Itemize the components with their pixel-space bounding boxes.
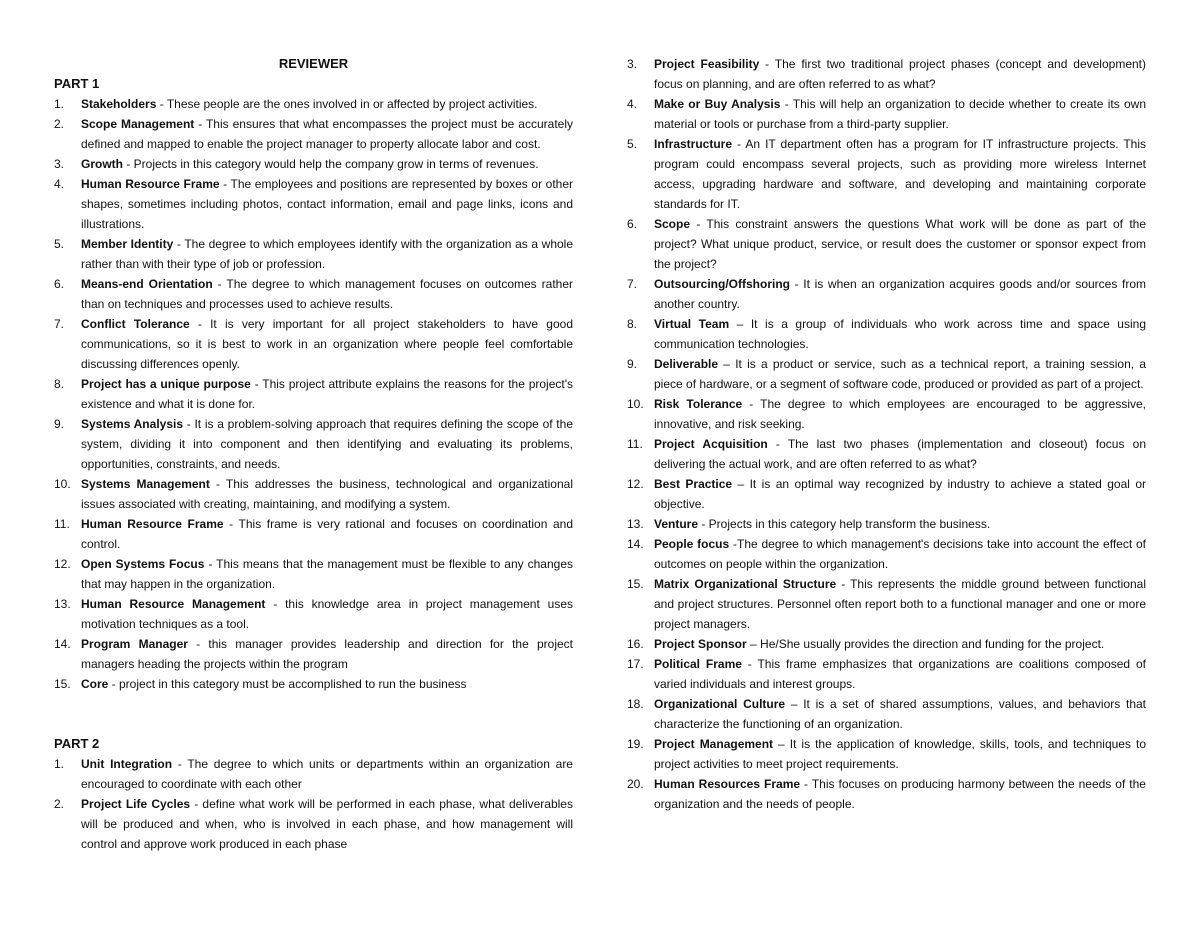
item-number: 7. (54, 317, 65, 331)
item-term: Conflict Tolerance (81, 317, 190, 331)
item-term: Project Life Cycles (81, 797, 191, 811)
list-item (627, 274, 1146, 314)
item-definition: - It is when an organization acquires goods and/or sources from another country. (654, 277, 1146, 311)
part2-heading: PART 2 (54, 736, 100, 751)
item-definition: - define what work will be performed in each phase, what deliverables will be produced and when, who is involved in each phase, and how management will control and approve work produced in each phase (81, 797, 573, 851)
item-number: 18. (627, 697, 644, 711)
item-text (81, 414, 573, 474)
list-item (54, 514, 573, 554)
item-definition: - The degree to which management focuses on outcomes rather than on techniques and processes used to achieve results. (81, 277, 574, 311)
item-term: Core (81, 677, 109, 691)
item-definition: – It is a group of individuals who work across time and space using communication technologies. (654, 317, 1146, 351)
item-definition: - The degree to which employees are encouraged to be aggressive, innovative, and risk seeking. (654, 397, 1146, 431)
item-term: Growth (81, 157, 123, 171)
item-term: Systems Management (81, 477, 210, 491)
item-definition: - This addresses the business, technological and organizational issues associated with creating, maintaining, and modifying a system. (81, 477, 573, 511)
item-number: 12. (627, 477, 644, 491)
list-item (54, 634, 573, 674)
item-definition: – It is an optimal way recognized by industry to achieve a stated goal or objective. (654, 477, 1147, 511)
list-item (54, 554, 573, 594)
item-text (654, 574, 1146, 634)
list-item (54, 794, 573, 854)
item-definition: - This frame emphasizes that organizations are coalitions composed of varied individuals and interest groups. (654, 657, 1146, 691)
item-term: Human Resource Frame (81, 517, 224, 531)
item-term: Unit Integration (81, 757, 173, 771)
document-title: REVIEWER (278, 56, 349, 71)
item-term: Project Management (654, 737, 774, 751)
item-number: 8. (627, 317, 638, 331)
item-term: Scope Management (81, 117, 195, 131)
item-number: 17. (627, 657, 644, 671)
item-number: 7. (627, 277, 638, 291)
item-definition: - This represents the middle ground between functional and project structures. Personnel often report both to a functional manager and one or more project managers. (654, 577, 1146, 631)
item-number: 13. (627, 517, 644, 531)
item-definition: - The degree to which units or departments within an organization are encouraged to coordinate with each other (81, 757, 573, 791)
item-text (81, 374, 573, 414)
item-definition: - This project attribute explains the reasons for the project's existence and what it is done for. (81, 377, 574, 411)
list-item (627, 474, 1146, 514)
item-definition: – He/She usually provides the direction and funding for the project. (746, 637, 1105, 651)
item-number: 15. (627, 577, 644, 591)
item-term: Outsourcing/Offshoring (654, 277, 790, 291)
item-definition: - this knowledge area in project management uses motivation techniques as a tool. (81, 597, 573, 631)
item-term: Project Feasibility (654, 57, 760, 71)
item-definition: - The degree to which employees identify with the organization as a whole rather than with their type of job or profession. (81, 237, 574, 271)
list-item (54, 234, 573, 274)
item-definition: - This constraint answers the questions What work will be done as part of the project? What unique product, service, or result does the customer or sponsor expect from the project? (654, 217, 1146, 271)
part1-heading: PART 1 (54, 76, 100, 91)
item-text (81, 514, 573, 554)
list-item (627, 654, 1146, 694)
list-item (54, 174, 573, 234)
list-item (54, 314, 573, 374)
list-item (627, 314, 1146, 354)
item-number: 4. (627, 97, 638, 111)
item-text (654, 354, 1146, 394)
item-text (81, 794, 573, 854)
item-number: 3. (627, 57, 638, 71)
item-number: 2. (54, 797, 65, 811)
item-text (654, 734, 1146, 774)
list-item (54, 154, 573, 174)
item-definition: - This frame is very rational and focuses on coordination and control. (81, 517, 573, 551)
item-number: 2. (54, 117, 65, 131)
item-number: 9. (54, 417, 65, 431)
list-item (54, 94, 573, 114)
item-text (654, 54, 1146, 94)
item-number: 6. (627, 217, 638, 231)
item-number: 4. (54, 177, 65, 191)
item-number: 5. (54, 237, 65, 251)
item-text (654, 514, 1146, 534)
item-term: Project has a unique purpose (81, 377, 251, 391)
item-text (81, 114, 573, 154)
part2-list-left (54, 754, 573, 854)
item-definition: - Projects in this category would help the company grow in terms of revenues. (123, 157, 539, 171)
item-term: Human Resource Frame (81, 177, 220, 191)
item-text (81, 474, 573, 514)
item-term: People focus (654, 537, 730, 551)
item-term: Virtual Team (654, 317, 730, 331)
item-definition: - This means that the management must be flexible to any changes that may happen in the organization. (81, 557, 573, 591)
item-term: Scope (654, 217, 691, 231)
item-text (81, 594, 573, 634)
item-term: Open Systems Focus (81, 557, 205, 571)
list-item (54, 114, 573, 154)
list-item (627, 134, 1146, 214)
item-term: Risk Tolerance (654, 397, 743, 411)
item-term: Program Manager (81, 637, 188, 651)
list-item (54, 274, 573, 314)
item-definition: - It is very important for all project stakeholders to have good communications, so it is best to work in an organization where people feel comfortable discussing differences openly. (81, 317, 573, 371)
list-item (627, 434, 1146, 474)
item-text (81, 94, 573, 114)
list-item (627, 54, 1146, 94)
item-text (81, 554, 573, 594)
item-number: 20. (627, 777, 644, 791)
item-text (654, 654, 1146, 694)
item-definition: – It is a product or service, such as a technical report, a training session, a piece of hardware, or a segment of software code, produced or provided as part of a project. (654, 357, 1146, 391)
list-item (54, 474, 573, 514)
list-item (627, 534, 1146, 574)
list-item (627, 394, 1146, 434)
item-definition: – It is the application of knowledge, skills, tools, and techniques to project activities to meet project requirements. (654, 737, 1146, 771)
item-term: Venture (654, 517, 699, 531)
item-number: 14. (54, 637, 71, 651)
left-column (54, 54, 573, 854)
item-definition: - The first two traditional project phases (concept and development) focus on planning, and are often referred to as what? (654, 57, 1146, 91)
item-text (654, 274, 1146, 314)
item-number: 19. (627, 737, 644, 751)
item-number: 9. (627, 357, 638, 371)
list-item (54, 374, 573, 414)
list-item (627, 634, 1146, 654)
item-number: 6. (54, 277, 65, 291)
list-item (627, 734, 1146, 774)
list-item (627, 94, 1146, 134)
item-term: Human Resources Frame (654, 777, 801, 791)
item-definition: - Projects in this category help transform the business. (698, 517, 991, 531)
item-number: 3. (54, 157, 65, 171)
item-text (81, 314, 573, 374)
section-gap (54, 694, 573, 734)
item-term: Political Frame (654, 657, 742, 671)
item-definition: - This will help an organization to decide whether to create its own material or tools or purchase from a third-party supplier. (654, 97, 1146, 131)
item-term: Infrastructure (654, 137, 733, 151)
item-text (81, 634, 573, 674)
item-term: Best Practice (654, 477, 733, 491)
item-text (654, 774, 1146, 814)
list-item (54, 674, 573, 694)
item-definition: - The last two phases (implementation and closeout) focus on delivering the actual work, and are often referred to as what? (654, 437, 1146, 471)
list-item (627, 214, 1146, 274)
item-number: 11. (627, 437, 643, 451)
list-item (54, 414, 573, 474)
item-term: Systems Analysis (81, 417, 184, 431)
item-term: Means-end Orientation (81, 277, 213, 291)
item-text (654, 634, 1146, 654)
item-term: Make or Buy Analysis (654, 97, 781, 111)
item-term: Project Acquisition (654, 437, 768, 451)
item-number: 8. (54, 377, 65, 391)
item-number: 13. (54, 597, 71, 611)
item-definition: - This focuses on producing harmony between the needs of the organization and the needs of people. (654, 777, 1146, 811)
item-number: 1. (54, 97, 65, 111)
item-definition: - It is a problem-solving approach that requires defining the scope of the system, dividing it into component and then identifying and evaluating its problems, opportunities, constraints, and needs. (81, 417, 573, 471)
item-text (81, 674, 573, 694)
item-term: Organizational Culture (654, 697, 786, 711)
item-text (654, 314, 1146, 354)
item-definition: - An IT department often has a program for IT infrastructure projects. This program could encompass several projects, such as providing more wireless Internet access, upgrading hardware and software, and developing and maintaining corporate standards for IT. (654, 137, 1146, 211)
item-number: 11. (54, 517, 70, 531)
item-definition: - This ensures that what encompasses the project must be accurately defined and mapped to enable the project manager to property allocate labor and cost. (81, 117, 573, 151)
item-text (81, 154, 573, 174)
item-number: 1. (54, 757, 65, 771)
item-text (81, 274, 573, 314)
item-text (81, 754, 573, 794)
item-text (654, 214, 1146, 274)
item-definition: - The employees and positions are represented by boxes or other shapes, sometimes including photos, contact information, email and page links, icons and illustrations. (81, 177, 574, 231)
item-definition: - this manager provides leadership and direction for the project managers heading the projects within the program (81, 637, 573, 671)
list-item (54, 754, 573, 794)
item-text (81, 234, 573, 274)
item-definition: -The degree to which management's decisions take into account the effect of outcomes on people within the organization. (654, 537, 1146, 571)
part2-list-right (627, 54, 1146, 814)
list-item (627, 574, 1146, 634)
list-item (627, 354, 1146, 394)
item-text (654, 534, 1146, 574)
list-item (54, 594, 573, 634)
item-definition: – It is a set of shared assumptions, values, and behaviors that characterize the functioning of an organization. (654, 697, 1146, 731)
item-text (654, 134, 1146, 214)
item-text (654, 434, 1146, 474)
item-number: 10. (627, 397, 644, 411)
item-term: Project Sponsor (654, 637, 747, 651)
item-text (654, 94, 1146, 134)
item-text (654, 394, 1146, 434)
item-text (654, 694, 1146, 734)
item-text (81, 174, 573, 234)
list-item (627, 694, 1146, 734)
item-definition: - These people are the ones involved in or affected by project activities. (156, 97, 538, 111)
item-term: Deliverable (654, 357, 719, 371)
item-number: 16. (627, 637, 644, 651)
item-number: 5. (627, 137, 638, 151)
list-item (627, 774, 1146, 814)
item-term: Matrix Organizational Structure (654, 577, 837, 591)
item-number: 12. (54, 557, 71, 571)
item-number: 14. (627, 537, 644, 551)
item-text (654, 474, 1146, 514)
item-number: 10. (54, 477, 71, 491)
part1-list (54, 94, 573, 694)
item-term: Stakeholders (81, 97, 157, 111)
item-number: 15. (54, 677, 71, 691)
item-term: Human Resource Management (81, 597, 266, 611)
item-definition: - project in this category must be accomplished to run the business (108, 677, 467, 691)
item-term: Member Identity (81, 237, 174, 251)
list-item (627, 514, 1146, 534)
right-column (627, 54, 1146, 814)
